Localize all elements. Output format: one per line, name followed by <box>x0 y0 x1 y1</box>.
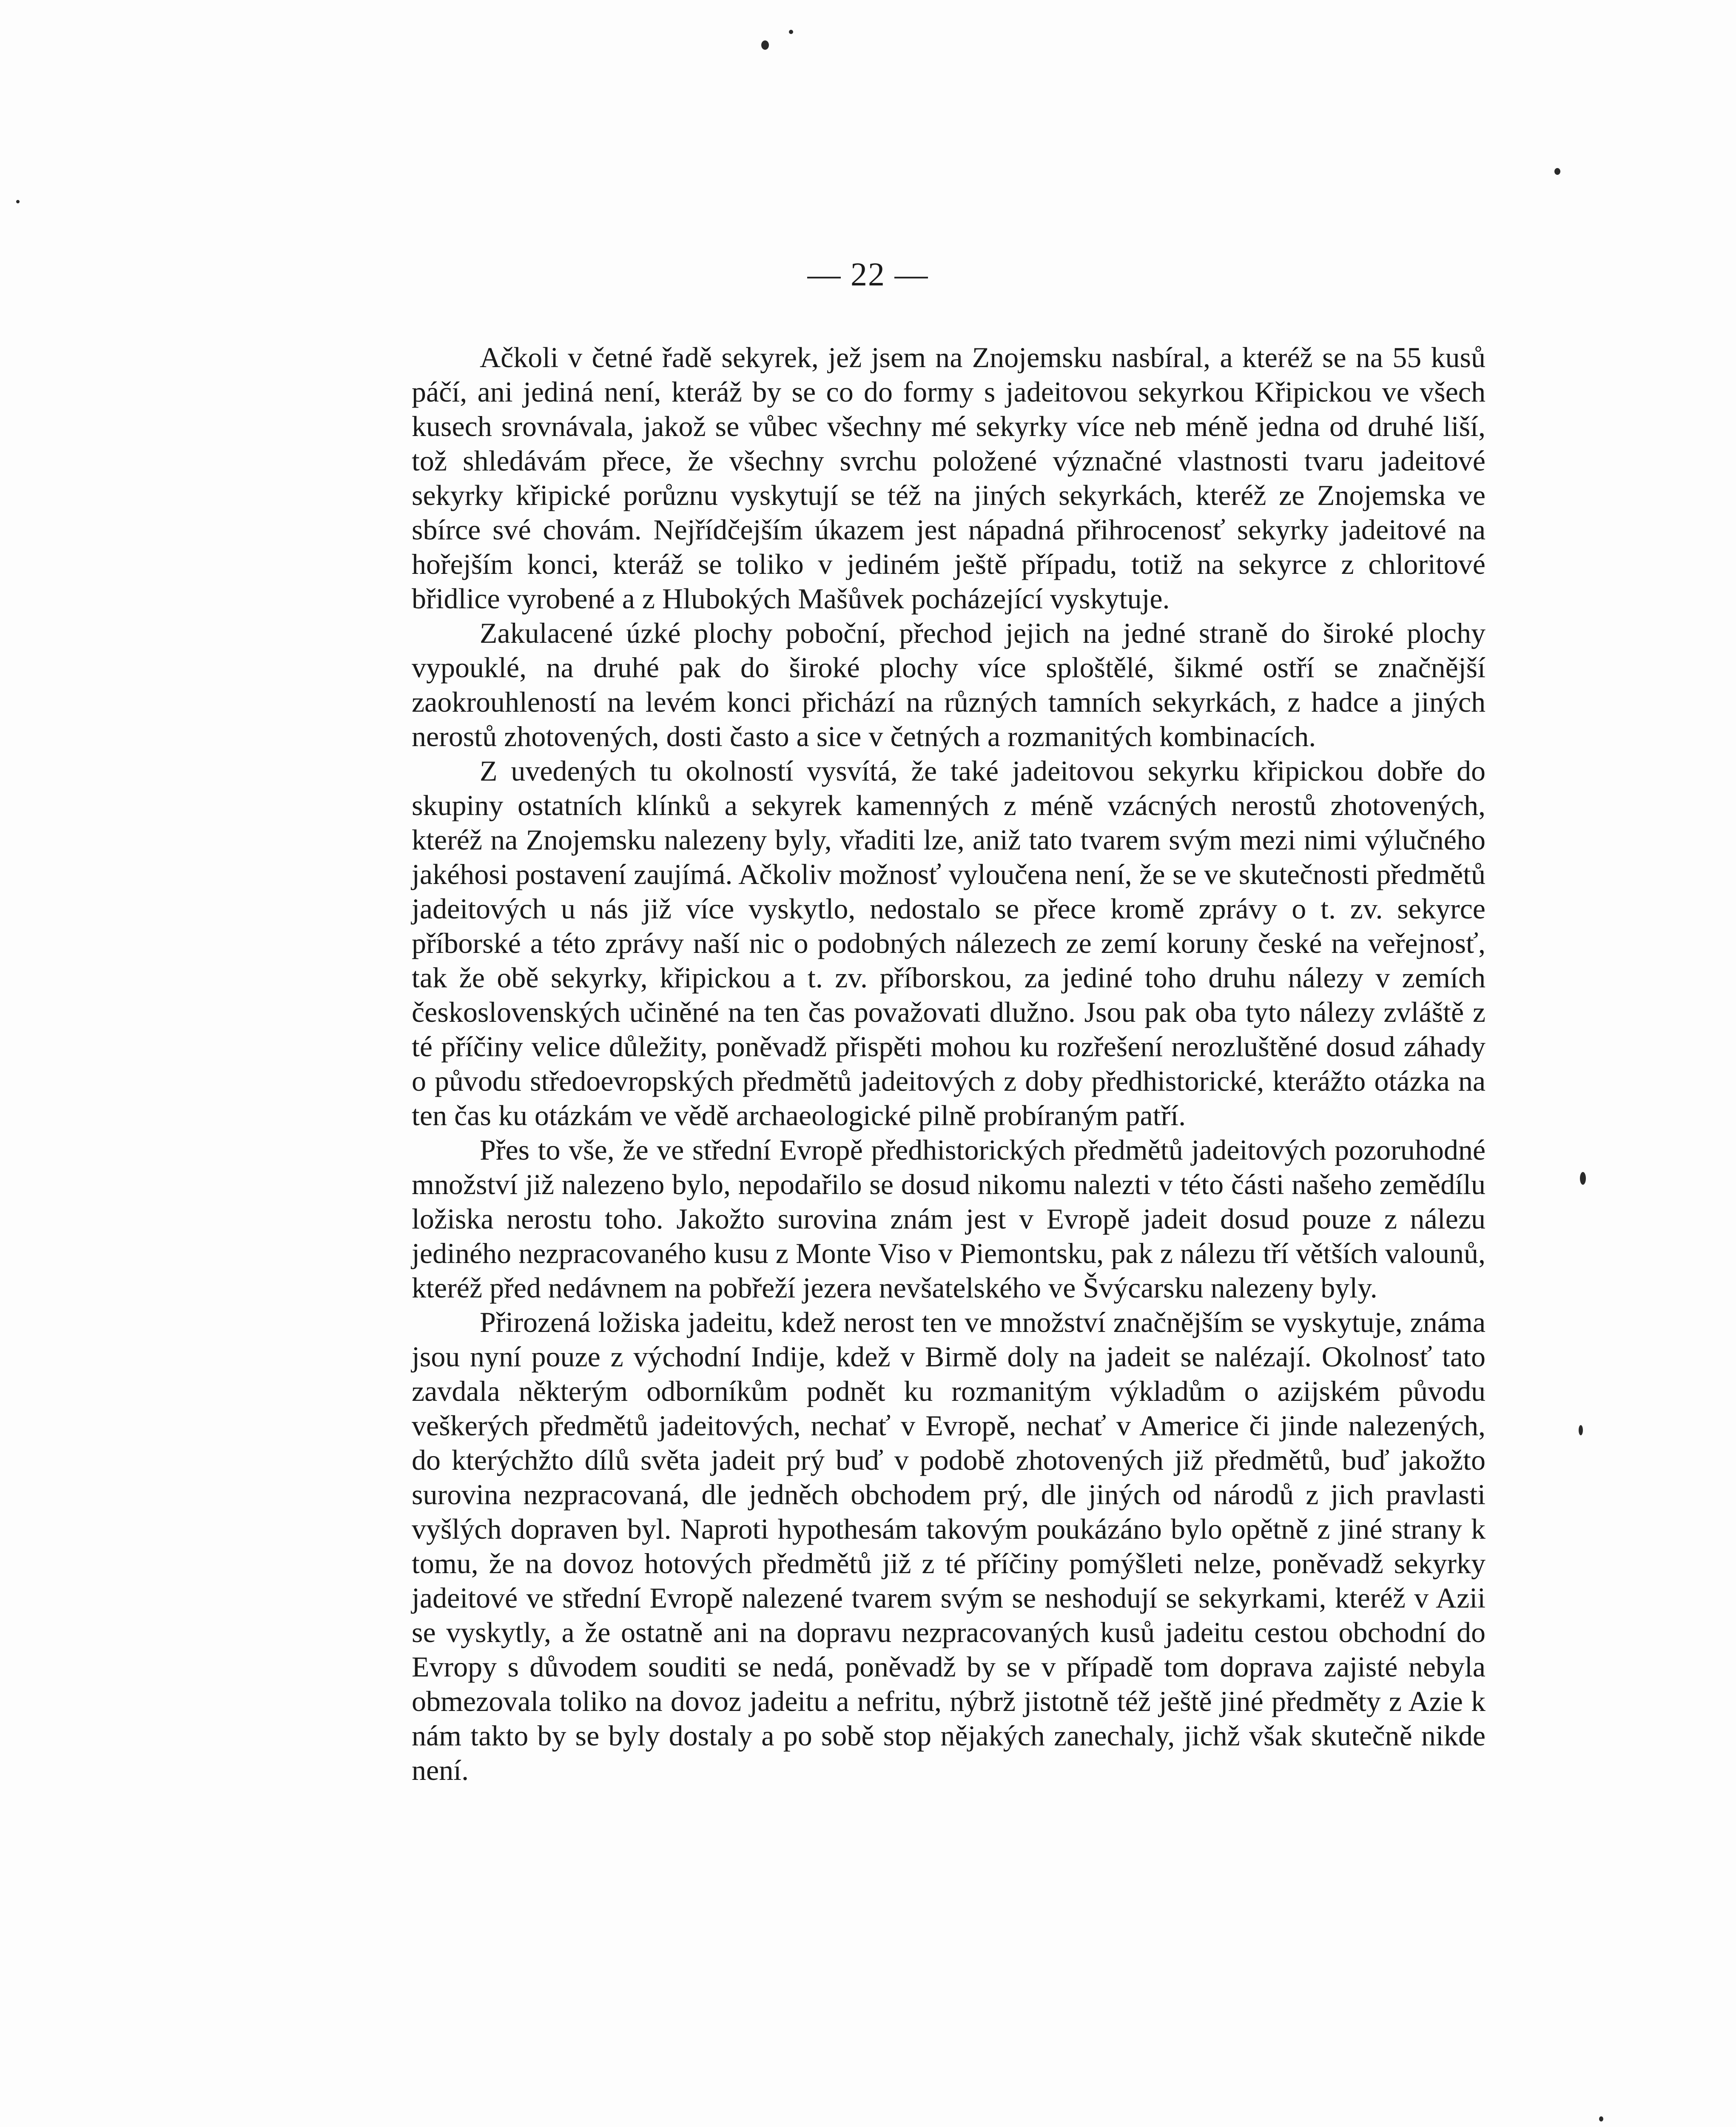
scan-speck <box>1579 1425 1583 1435</box>
scan-speck <box>16 200 20 203</box>
paragraph: Zakulacené úzké plochy poboční, přechod jejich na jedné straně do široké plochy vypouklé, na druhé pak do široké plochy více sploštělé, šikmé ostří se značnější zaokrouhleností na levém konci přichází na různých tamních sekyrkách, z hadce a jiných nerostů zhotovených, dosti často a sice v četných a rozmanitých kombinacích. <box>412 617 1486 753</box>
scan-speck <box>789 30 793 34</box>
scan-speck <box>1599 2116 1603 2121</box>
scan-speck <box>1554 168 1560 175</box>
body-text <box>412 340 1486 1788</box>
paragraph: Z uvedených tu okolností vysvítá, že také jadeitovou sekyrku křipickou dobře do skupiny ostatních klínků a sekyrek kamenných z méně vzácných nerostů zhotovených, kteréž na Znojemsku nalezeny byly, vřaditi lze, aniž tato tvarem svým mezi nimi výlučného jakéhosi postavení zaujímá. Ačkoliv možnosť vyloučena není, že se ve skutečnosti předmětů jadeitových u nás již více vyskytlo, nedostalo se přece kromě zprávy o t. zv. sekyrce příborské a této zprávy naší nic o podobných nálezech ze zemí koruny české na veřejnosť, tak že obě sekyrky, křipickou a t. zv. příborskou, za jediné toho druhu nálezy v zemích československých učiněné na ten čas považovati dlužno. Jsou pak oba tyto nálezy zvláště z té příčiny velice důležity, poněvadž přispěti mohou ku rozřešení nerozluštěné dosud záhady o původu středoevropských předmětů jadeitových z doby předhistorické, kterážto otázka na ten čas ku otázkám ve vědě archaeologické pilně probíraným patří. <box>412 755 1486 1132</box>
page-number: — 22 — <box>807 256 929 293</box>
scan-speck <box>761 40 769 50</box>
scan-speck <box>1580 1172 1586 1185</box>
paragraph: Ačkoli v četné řadě sekyrek, jež jsem na Znojemsku nasbíral, a kteréž se na 55 kusů páčí, ani jediná není, kteráž by se co do formy s jadeitovou sekyrkou Křipickou ve všech kusech srovnávala, jakož se vůbec všechny mé sekyrky více neb méně jedna od druhé liší, tož shledávám přece, že všechny svrchu položené význačné vlastnosti tvaru jadeitové sekyrky křipické porůznu vyskytují se též na jiných sekyrkách, kteréž ze Znojemska ve sbírce své chovám. Nejřídčejším úkazem jest nápadná přihrocenosť sekyrky jadeitové na hořejším konci, kteráž se toliko v jediném ještě případu, totiž na sekyrce z chloritové břidlice vyrobené a z Hlubokých Mašůvek pocházející vyskytuje. <box>412 341 1486 615</box>
paragraph: Přirozená ložiska jadeitu, kdež nerost ten ve množství značnějším se vyskytuje, známa jsou nyní pouze z východní Indije, kdež v Birmě doly na jadeit se nalézají. Okolnosť tato zavdala některým odborníkům podnět ku rozmanitým výkladům o azijském původu veškerých předmětů jadeitových, nechať v Evropě, nechať v Americe či jinde nalezených, do kterýchžto dílů světa jadeit prý buď v podobě zhotovených již předmětů, buď jakožto surovina nezpracovaná, dle jedněch obchodem prý, dle jiných od národů z jich pravlasti vyšlých dopraven byl. Naproti hypothesám takovým poukázáno bylo opětně z jiné strany k tomu, že na dovoz hotových předmětů již z té příčiny pomýšleti nelze, poněvadž sekyrky jadeitové ve střední Evropě nalezené tvarem svým se neshodují se sekyrkami, kteréž v Azii se vyskytly, a že ostatně ani na dopravu nezpracovaných kusů jadeitu cestou obchodní do Evropy s důvodem souditi se nedá, poněvadž by se v případě tom doprava zajisté nebyla obmezovala toliko na dovoz jadeitu a nefritu, nýbrž jistotně též ještě jiné předměty z Azie k nám takto by se byly dostaly a po sobě stop nějakých zanechaly, jichž však skutečně nikde není. <box>412 1306 1486 1786</box>
paragraph: Přes to vše, že ve střední Evropě předhistorických předmětů jadeitových pozoruhodné množství již nalezeno bylo, nepodařilo se dosud nikomu nalezti v této části našeho zemědílu ložiska nerostu toho. Jakožto surovina znám jest v Evropě jadeit dosud pouze z nálezu jediného nezpracovaného kusu z Monte Viso v Piemontsku, pak z nálezu tří větších valounů, kteréž před nedávnem na pobřeží jezera nevšatelského ve Švýcarsku nalezeny byly. <box>412 1134 1486 1304</box>
